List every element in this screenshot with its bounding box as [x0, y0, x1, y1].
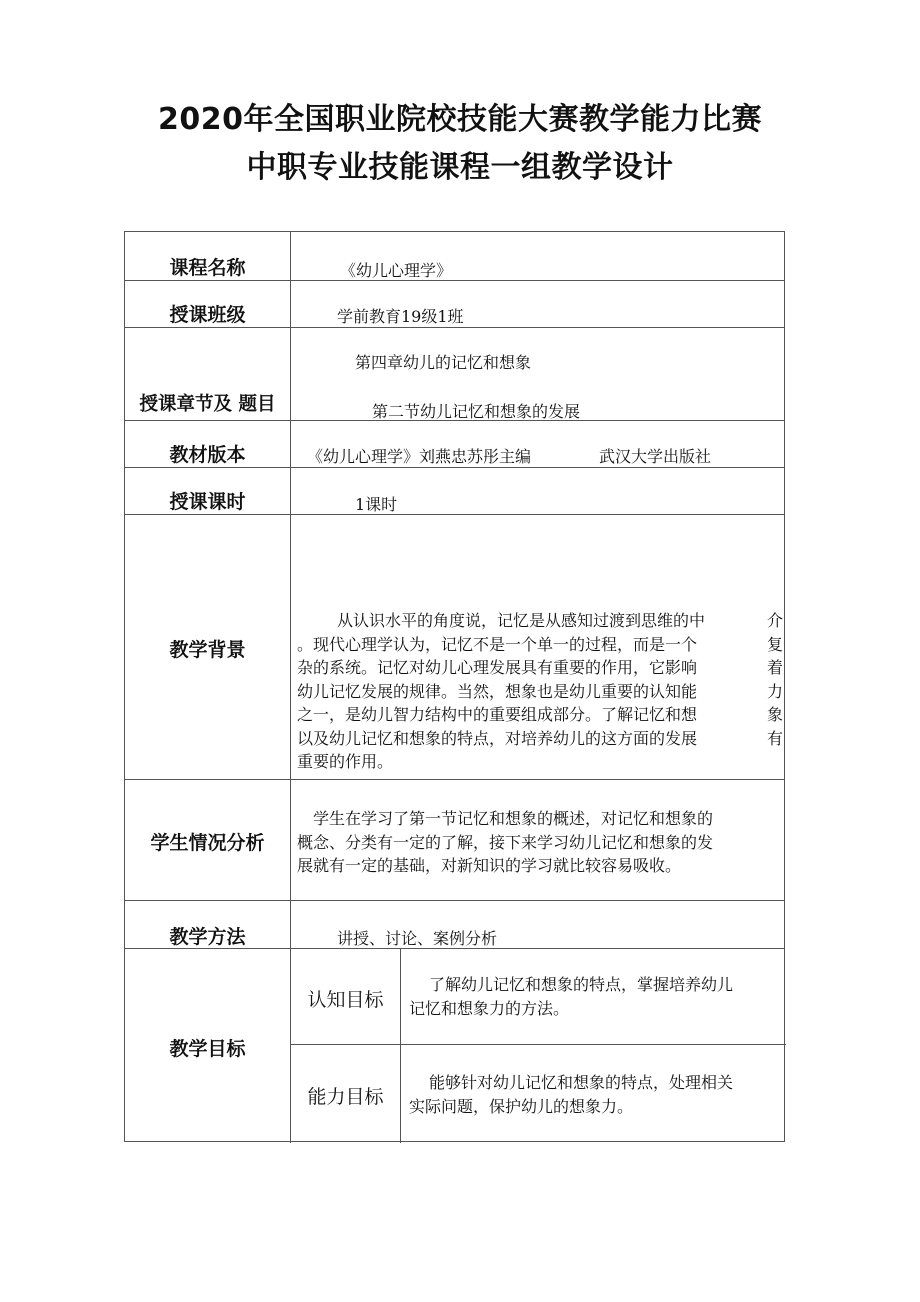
goals-label: 教学目标: [169, 1038, 246, 1060]
textbook-value: 《幼儿心理学》刘燕忠苏彤主编: [307, 447, 532, 466]
background-line: 之一，是幼儿智力结构中的重要组成部分。了解记忆和想: [297, 705, 698, 724]
ability-goal-line: 能够针对幼儿记忆和想象的特点，处理相关: [429, 1073, 734, 1092]
background-line: 。现代心理学认为，记忆不是一个单一的过程，而是一个: [297, 634, 698, 654]
background-side-column: [767, 609, 787, 750]
hours-label: 授课课时: [169, 491, 246, 513]
hours-value: 1课时: [355, 495, 398, 514]
background-line: 幼儿记忆发展的规律。当然，想象也是幼儿重要的认知能: [297, 681, 698, 701]
background-paragraph: [297, 609, 762, 774]
students-line: 概念、分类有一定的了解，接下来学习幼儿记忆和想象的发: [297, 832, 714, 852]
background-line: 杂的系统。记忆对幼儿心理发展具有重要的作用，它影响: [297, 658, 698, 677]
subrow-divider: [291, 1044, 786, 1045]
row-divider: [125, 779, 784, 780]
document-title-line2: 中职专业技能课程一组教学设计: [246, 150, 674, 185]
lesson-design-table: [124, 231, 785, 1142]
course-name-label: 课程名称: [169, 257, 246, 279]
subcolumn-divider: [400, 948, 401, 1143]
class-label: 授课班级: [169, 304, 246, 326]
document-title-line1: 2020年全国职业院校技能大赛教学能力比赛: [158, 102, 762, 137]
background-line: 以及幼儿记忆和想象的特点，对培养幼儿的这方面的发展: [297, 728, 698, 748]
row-divider: [125, 467, 784, 468]
chapter-value-line1: 第四章幼儿的记忆和想象: [355, 353, 532, 372]
cognitive-goal-label: 认知目标: [307, 989, 384, 1011]
background-label: 教学背景: [169, 639, 246, 661]
students-line: 学生在学习了第一节记忆和想象的概述，对记忆和想象的: [313, 809, 714, 828]
cognitive-goal-text: [409, 973, 779, 1020]
methods-label: 教学方法: [169, 926, 246, 948]
background-side-char: 有: [767, 728, 784, 748]
background-side-char: 介: [767, 611, 784, 630]
row-divider: [125, 280, 784, 281]
students-paragraph: [297, 807, 782, 878]
cognitive-goal-line: 了解幼儿记忆和想象的特点，掌握培养幼儿: [429, 975, 734, 994]
ability-goal-text: [409, 1071, 779, 1118]
row-divider: [125, 327, 784, 328]
background-line: 重要的作用。: [297, 752, 394, 771]
methods-value: 讲授、讨论、案例分析: [337, 929, 498, 948]
ability-goal-line: 实际问题，保护幼儿的想象力。: [409, 1096, 634, 1116]
course-name-value: 《幼儿心理学》: [340, 261, 453, 280]
row-divider: [125, 900, 784, 901]
students-line: 展就有一定的基础，对新知识的学习就比较容易吸收。: [297, 856, 682, 875]
textbook-publisher: 武汉大学出版社: [599, 447, 712, 466]
background-side-char: 力: [767, 681, 784, 701]
background-side-char: 象: [767, 705, 784, 724]
class-value: 学前教育19级1班: [337, 307, 464, 326]
students-label: 学生情况分析: [150, 832, 265, 854]
chapter-value-line2: 第二节幼儿记忆和想象的发展: [372, 402, 581, 421]
background-line: 从认识水平的角度说，记忆是从感知过渡到思维的中: [337, 611, 706, 630]
background-side-char: 着: [767, 658, 784, 677]
background-side-char: 复: [767, 634, 784, 654]
cognitive-goal-line: 记忆和想象力的方法。: [409, 998, 570, 1018]
chapter-label: 授课章节及 题目: [139, 394, 276, 415]
row-divider: [125, 514, 784, 515]
textbook-label: 教材版本: [169, 444, 246, 466]
ability-goal-label: 能力目标: [307, 1086, 384, 1108]
